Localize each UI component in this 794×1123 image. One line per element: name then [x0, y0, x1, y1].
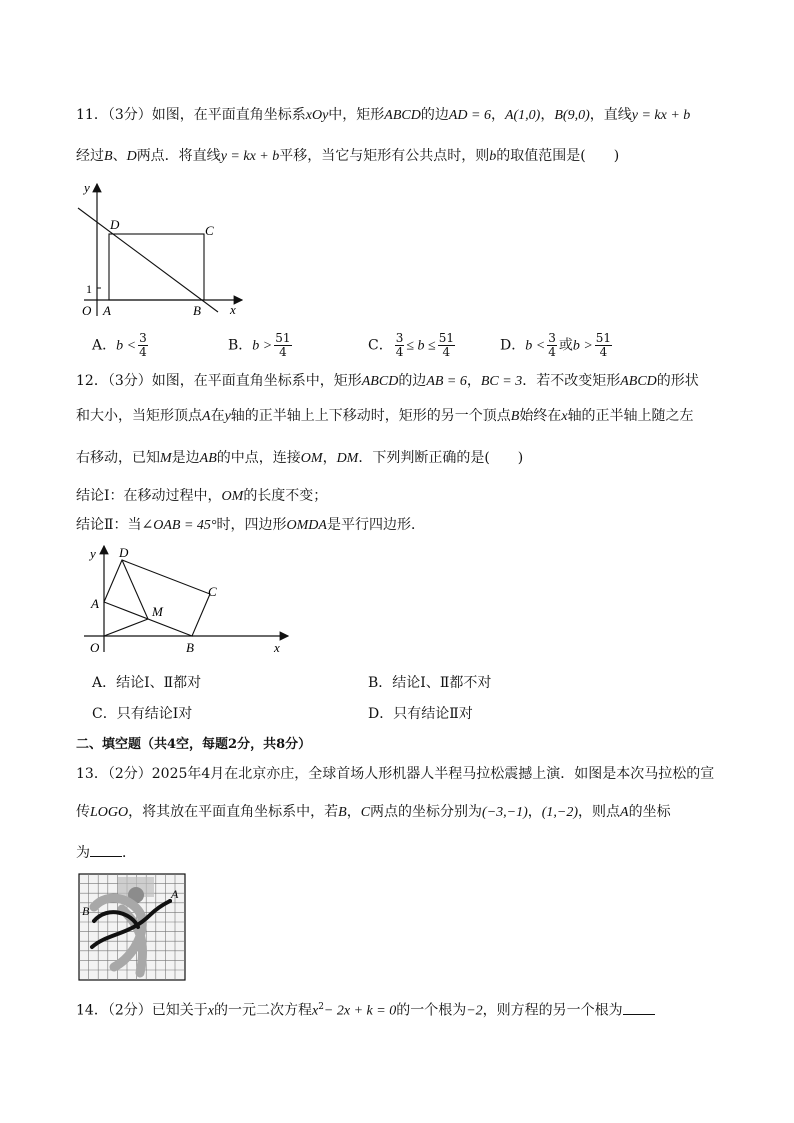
fraction-denominator: 4: [279, 345, 287, 359]
option-text: 只有结论Ⅰ对: [116, 706, 193, 722]
q11-option-c[interactable]: [368, 332, 457, 359]
option-letter: C．: [368, 337, 393, 354]
q12-label-x: x: [274, 640, 280, 655]
q12-text: ．若不改变矩形: [522, 373, 621, 389]
q12-label-o: O: [90, 640, 100, 655]
q12-option-c[interactable]: [92, 704, 192, 724]
fraction-denominator: 4: [548, 345, 556, 359]
q12-text: 是边: [171, 450, 200, 466]
q11-text: 经过: [76, 148, 104, 164]
q12-line-3: [76, 448, 523, 469]
q12-text: ．下列判断正确的是( ): [358, 450, 524, 466]
option-expr: b >: [572, 338, 593, 354]
q13-point-b-coords: (−3,−1): [482, 805, 528, 820]
q12-label-c: C: [208, 584, 217, 599]
q12-text: 的中点，连接: [216, 450, 301, 466]
section-title: 二、填空题（共4空，每题2分，共8分）: [76, 737, 312, 752]
q12-segment-om: [104, 619, 148, 636]
q12-label-y: y: [90, 546, 96, 561]
q12-conclusion-1: [76, 486, 327, 507]
q12-ab-eq: AB = 6: [426, 374, 467, 389]
q12-text: 结论Ⅱ：当: [76, 517, 142, 533]
q12-var-abcd: ABCD: [620, 374, 657, 389]
option-expr: ≤ b ≤: [406, 338, 436, 354]
q12-var-ab: AB: [199, 451, 217, 466]
q11-figure: [70, 178, 250, 320]
option-expr: b <: [525, 338, 546, 354]
q12-option-d[interactable]: [368, 704, 473, 724]
q12-label-b: B: [186, 640, 194, 655]
q11-line-eq: y = kx + b: [631, 108, 691, 123]
q11-option-d[interactable]: [500, 332, 614, 359]
q11-line-bd: [78, 208, 218, 312]
option-letter: A．: [92, 337, 117, 354]
fraction-denominator: 4: [395, 345, 404, 359]
q11-label-x: x: [230, 302, 236, 317]
q12-var-y: y: [224, 409, 231, 424]
q13-text: ，: [527, 804, 542, 820]
q14-score: （2分）: [107, 1002, 152, 1019]
fraction-denominator: 4: [139, 345, 147, 359]
q14-eq-exponent: 2: [318, 1002, 324, 1012]
q11-text: 两点．将直线: [136, 148, 221, 164]
q12-var-om: OM: [221, 489, 244, 504]
q12-var-a: A: [202, 409, 211, 424]
fraction: [547, 332, 557, 359]
fraction-numerator: 3: [395, 331, 404, 345]
q12-var-m: M: [160, 451, 172, 466]
fraction-numerator: 51: [275, 331, 291, 345]
q11-score: （3分）: [107, 107, 152, 123]
q12-text: 的边: [398, 373, 427, 389]
answer-blank[interactable]: [90, 842, 122, 857]
option-expr: b <: [116, 338, 137, 354]
fraction-denominator: 4: [599, 345, 608, 359]
q12-angle: ∠OAB = 45°: [141, 518, 217, 533]
option-letter: A．: [92, 675, 117, 691]
q13-score: （2分）: [107, 766, 152, 782]
q13-text: 2025年4月在北京亦庄，全球首场人形机器人半程马拉松震撼上演．如图是本次马拉松的宣: [151, 766, 715, 782]
q12-score: （3分）: [107, 373, 152, 389]
q13-line-3: [76, 842, 136, 863]
q11-label-d: D: [110, 217, 120, 232]
option-text: 只有结论Ⅱ对: [393, 706, 473, 722]
q13-text: ，: [346, 804, 361, 820]
q12-label-m: M: [152, 604, 163, 619]
q13-logo-figure: [78, 873, 186, 981]
q13-var-c: C: [360, 805, 371, 820]
q14-eq-x: x: [311, 1003, 319, 1019]
q13-var-a: A: [620, 805, 629, 820]
fraction-numerator: 3: [139, 331, 147, 345]
q11-var-abcd: ABCD: [384, 108, 421, 123]
option-letter: B．: [368, 675, 393, 691]
q12-text: 轴的正半轴上随之左: [567, 408, 694, 424]
q11-ad-eq: AD = 6: [448, 108, 491, 123]
q11-text: 如图，在平面直角坐标系: [151, 107, 306, 123]
fraction: [138, 332, 148, 359]
q14-text: 的一个根为: [396, 1002, 467, 1019]
q12-text: 时，四边形: [216, 517, 287, 533]
q13-line-1: [76, 764, 714, 784]
q11-text: 的边: [420, 107, 449, 123]
q12-figure: [84, 542, 294, 662]
answer-blank[interactable]: [623, 1000, 655, 1015]
q11-text: ，直线: [589, 107, 632, 123]
fraction-numerator: 51: [595, 331, 612, 345]
q12-label-d: D: [119, 545, 129, 560]
q11-text: 的取值范围是( ): [496, 148, 620, 164]
q14-line: [76, 997, 655, 1022]
q12-conclusion-2: [76, 515, 425, 536]
q11-text: 平移，当它与矩形有公共点时，则: [279, 148, 490, 164]
q12-line-1: [76, 371, 699, 392]
q11-var-d: D: [126, 149, 137, 164]
q14-eq-rest: − 2x + k = 0: [323, 1003, 397, 1019]
q11-label-c: C: [205, 223, 214, 238]
q11-label-b: B: [193, 303, 201, 318]
option-letter: D．: [368, 706, 394, 722]
q12-text: 右移动，已知: [76, 450, 160, 466]
fraction-denominator: 4: [442, 345, 451, 359]
q13-point-c-coords: (1,−2): [541, 805, 579, 820]
option-expr: b >: [252, 338, 273, 354]
q13-text: 两点的坐标分别为: [370, 804, 483, 820]
q11-label-o: O: [82, 303, 92, 318]
q12-option-a[interactable]: [92, 673, 201, 693]
q12-rectangle-abcd: [104, 560, 210, 636]
q11-text: 、: [112, 148, 127, 164]
q14-text: ，则方程的另一个根为: [482, 1002, 623, 1019]
q13-line-2: [76, 802, 671, 823]
fraction: [595, 332, 612, 359]
q12-text: ，: [466, 373, 481, 389]
option-text: 结论Ⅰ、Ⅱ都对: [116, 675, 202, 691]
fraction-numerator: 51: [438, 331, 455, 345]
q12-text: 的形状: [656, 373, 699, 389]
q12-var-b: B: [510, 409, 520, 424]
q11-var-b: B: [104, 149, 113, 164]
fraction-numerator: 3: [548, 331, 556, 345]
q12-label-a: A: [91, 596, 99, 611]
q11-var-xoy: xOy: [305, 108, 329, 123]
q11-text: ，: [490, 107, 505, 123]
q11-label-one: 1: [86, 282, 92, 296]
q11-point-a: A(1,0): [504, 108, 541, 123]
q11-option-a[interactable]: [92, 332, 150, 359]
q12-var-om: OM: [300, 451, 323, 466]
option-letter: B．: [228, 337, 253, 354]
q11-var-b-lower: b: [489, 149, 497, 164]
q14-root: −2: [466, 1003, 483, 1019]
q12-text: 轴的正半轴上上下移动时，矩形的另一个顶点: [230, 408, 511, 424]
q11-text: ，: [540, 107, 555, 123]
q12-text: 是平行四边形．: [326, 517, 425, 533]
q11-option-b[interactable]: [228, 332, 294, 359]
q12-text: 如图，在平面直角坐标系中，矩形: [151, 373, 362, 389]
q14-text: 已知关于: [151, 1002, 208, 1019]
q11-line-eq: y = kx + b: [220, 149, 280, 164]
q12-text: ，: [322, 450, 337, 466]
q12-var-x: x: [561, 409, 568, 424]
q12-bc-eq: BC = 3: [480, 374, 523, 389]
q13-text: ，则点: [578, 804, 621, 820]
option-text: 结论Ⅰ、Ⅱ都不对: [392, 675, 492, 691]
q11-label-y: y: [84, 180, 90, 195]
q11-line-2: [76, 146, 619, 167]
fraction: [274, 332, 291, 359]
q11-line-1: [76, 105, 690, 126]
q13-text: 为: [76, 845, 90, 861]
q12-var-omda: OMDA: [286, 518, 327, 533]
q11-text: 中，矩形: [328, 107, 385, 123]
q14-text: 的一元二次方程: [213, 1002, 312, 1019]
option-letter: C．: [92, 706, 117, 722]
q14-number: 14．: [76, 1002, 108, 1019]
q11-label-a: A: [103, 303, 111, 318]
option-letter: D．: [500, 337, 526, 354]
fraction: [395, 332, 405, 359]
q13-var-b: B: [338, 805, 347, 820]
q12-var-dm: DM: [336, 451, 359, 466]
fraction: [438, 332, 455, 359]
q11-rectangle-abcd: [109, 234, 204, 300]
q12-text: 始终在: [519, 408, 562, 424]
q13-logo-word: LOGO: [90, 805, 129, 820]
q12-text: 在: [210, 408, 225, 424]
q13-text: ．: [122, 845, 136, 861]
option-or: 或: [558, 337, 573, 354]
q12-option-b[interactable]: [368, 673, 491, 693]
q12-number: 12．: [76, 373, 108, 389]
q12-text: 结论Ⅰ：在移动过程中，: [76, 488, 222, 504]
q11-number: 11．: [76, 107, 108, 123]
q14-var-x: x: [207, 1003, 214, 1019]
q12-line-2: [76, 406, 694, 427]
q12-var-abcd: ABCD: [361, 374, 399, 389]
q13-number: 13．: [76, 766, 108, 782]
q13-label-b: B: [82, 904, 90, 918]
q11-point-b: B(9,0): [554, 108, 590, 123]
q12-text: 和大小，当矩形顶点: [76, 408, 202, 424]
q13-text: ，将其放在平面直角坐标系中，若: [128, 804, 339, 820]
q12-text: 的长度不变；: [243, 488, 328, 504]
q13-text: 的坐标: [628, 804, 671, 820]
q13-text: 传: [76, 804, 90, 820]
q13-label-a: A: [171, 887, 179, 901]
